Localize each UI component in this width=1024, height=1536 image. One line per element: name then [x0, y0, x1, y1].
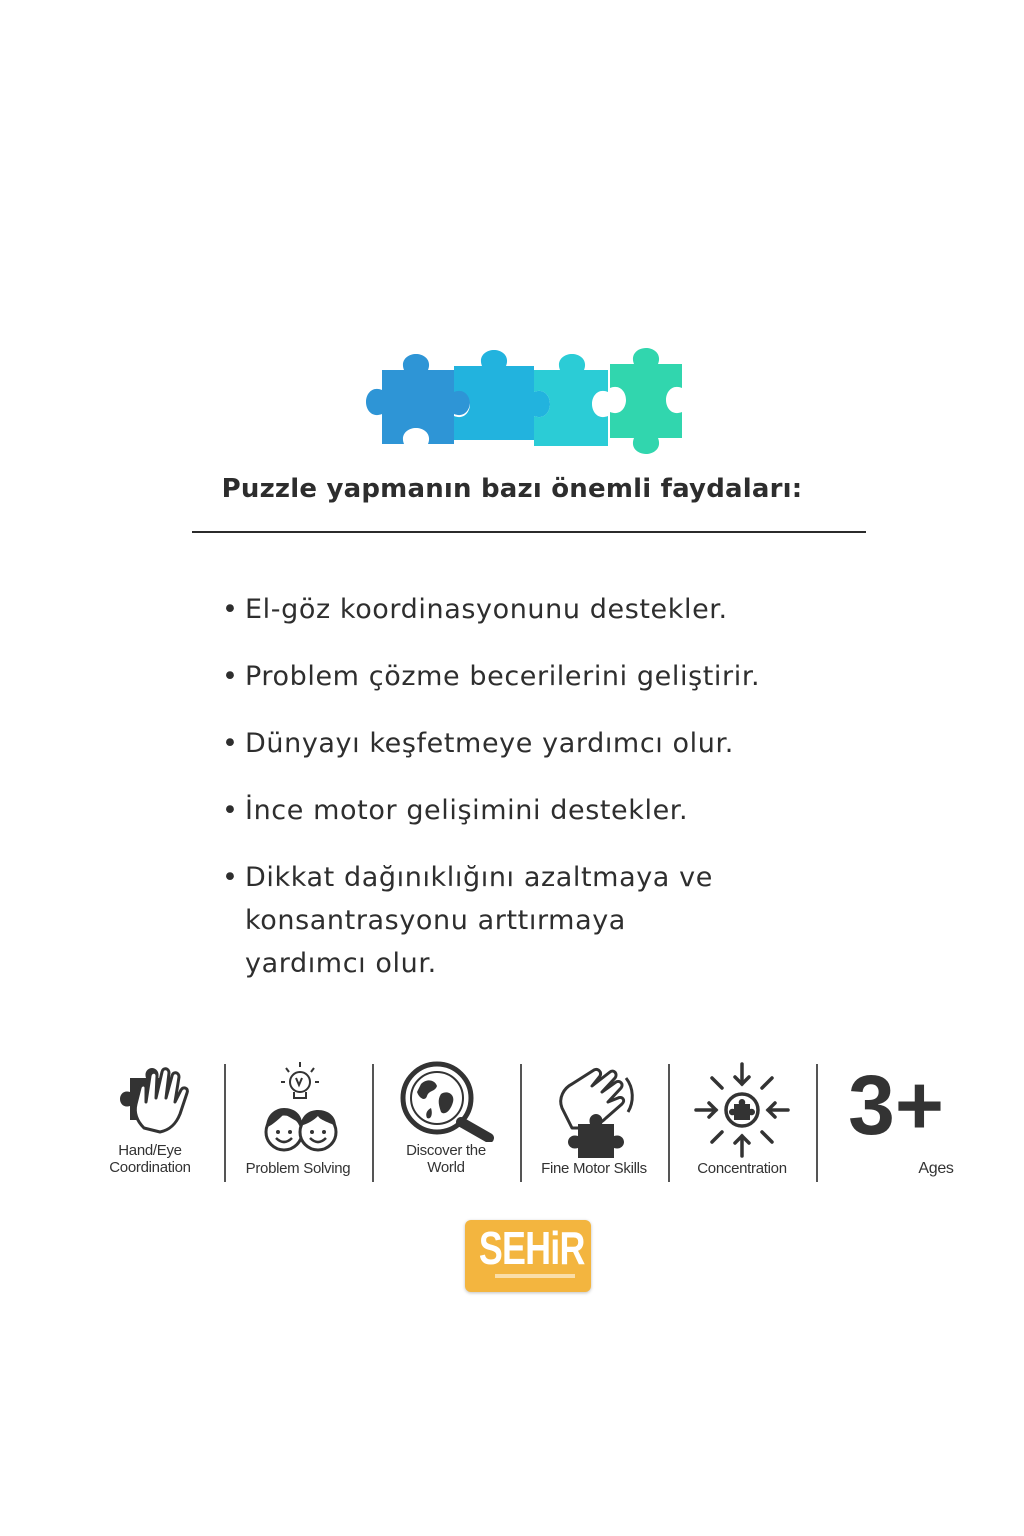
age-label: Ages [918, 1160, 954, 1177]
skills-icon-row [80, 1058, 980, 1188]
age-rating [826, 1058, 966, 1188]
skill-label: Concentration [697, 1160, 787, 1177]
skill-label: Discover the World [406, 1142, 486, 1176]
benefit-text: Dünyayı keşfetmeye yardımcı olur. [245, 728, 734, 759]
bullet: • [222, 728, 239, 759]
separator [520, 1064, 522, 1182]
brand-name: SEHiR [478, 1222, 585, 1274]
benefit-item-1 [222, 588, 842, 631]
skill-concentration [672, 1058, 812, 1188]
hand-holding-puzzle-icon [544, 1058, 644, 1158]
benefit-text: El-göz koordinasyonunu destekler. [245, 594, 728, 625]
brand-logo [465, 1220, 591, 1292]
globe-magnifier-icon [391, 1058, 501, 1142]
puzzle-pieces-icon [362, 346, 692, 454]
benefit-text: İnce motor gelişimini destekler. [245, 795, 689, 826]
bullet: • [222, 862, 239, 893]
benefits-list [222, 588, 842, 1009]
bullet: • [222, 661, 239, 692]
skill-label: Problem Solving [245, 1160, 351, 1177]
separator [668, 1064, 670, 1182]
hand-puzzle-icon [100, 1058, 200, 1142]
benefits-heading: Puzzle yapmanın bazı önemli faydaları: [221, 474, 803, 504]
skill-label: Hand/Eye Coordination [109, 1142, 191, 1176]
benefit-item-4 [222, 789, 842, 832]
skill-label: Fine Motor Skills [541, 1160, 647, 1177]
kids-lightbulb-icon [248, 1058, 348, 1158]
benefit-item-3 [222, 722, 842, 765]
skill-discover-world [376, 1058, 516, 1188]
separator [816, 1064, 818, 1182]
separator [224, 1064, 226, 1182]
benefit-item-2 [222, 655, 842, 698]
heading-divider [192, 531, 866, 533]
focus-arrows-icon [692, 1058, 792, 1158]
bullet: • [222, 795, 239, 826]
puzzle-piece-4 [610, 348, 682, 454]
skill-fine-motor [524, 1058, 664, 1188]
benefit-text: Dikkat dağınıklığını azaltmaya ve konsantrasyonu arttırmaya yardımcı olur. [245, 862, 713, 979]
bullet: • [222, 594, 239, 625]
skill-hand-eye [80, 1058, 220, 1188]
brand-tagline-strip [495, 1274, 575, 1278]
skill-problem-solving [228, 1058, 368, 1188]
benefit-item-5 [222, 856, 842, 985]
age-value: 3+ [848, 1058, 944, 1152]
benefit-text: Problem çözme becerilerini geliştirir. [245, 661, 761, 692]
separator [372, 1064, 374, 1182]
